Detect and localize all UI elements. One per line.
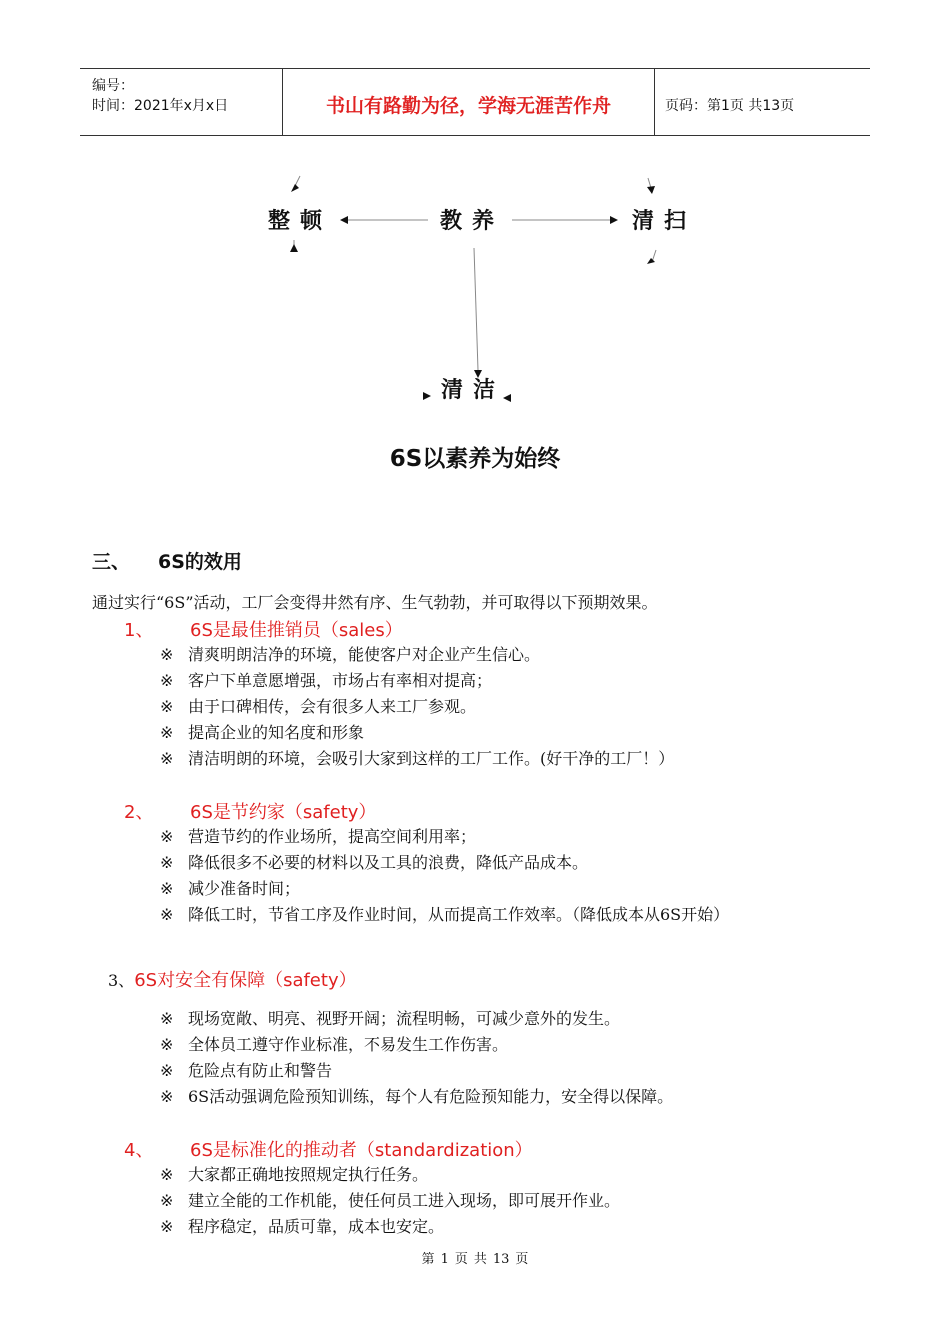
list-item: ※ 程序稳定，品质可靠，成本也安定。 — [160, 1217, 445, 1236]
diagram-title: 6S以素养为始终 — [389, 446, 561, 472]
serial-label: 编号： — [92, 78, 134, 94]
list-item: ※ 清洁明朗的环境，会吸引大家到这样的工厂工作。(好干净的工厂！） — [160, 749, 675, 768]
arrowhead-br — [647, 258, 655, 264]
arrowhead-right — [610, 216, 618, 224]
node-left: 整顿 — [268, 209, 333, 234]
node-center: 教养 — [440, 209, 505, 234]
list-item: ※ 营造节约的作业场所，提高空间利用率； — [160, 827, 477, 846]
list-item: ※ 6S活动强调危险预知训练，每个人有危险预知能力，安全得以保障。 — [160, 1087, 674, 1106]
footer-page-number: 1 — [440, 1252, 449, 1267]
group-4-heading — [124, 1136, 533, 1162]
list-item: ※ 现场宽敞、明亮、视野开阔；流程明畅，可减少意外的发生。 — [160, 1009, 621, 1028]
arrowhead-tr — [647, 186, 655, 194]
list-item: ※ 降低工时，节省工序及作业时间，从而提高工作效率。（降低成本从6S开始） — [160, 905, 730, 924]
group-1-number: 1、 — [124, 620, 154, 641]
section-heading — [92, 547, 242, 574]
group-4-title: 6S是标准化的推动者（standardization） — [190, 1140, 533, 1161]
group-2-heading — [124, 798, 376, 824]
group-1-heading — [124, 616, 403, 642]
node-bottom: 清洁 — [441, 378, 506, 403]
list-item: ※ 大家都正确地按照规定执行任务。 — [160, 1165, 429, 1184]
group-3-heading — [108, 966, 357, 992]
list-item: ※ 危险点有防止和警告 — [160, 1061, 333, 1080]
page-label: 页码：第1页 共13页 — [665, 98, 795, 114]
group-2-number: 2、 — [124, 802, 154, 823]
page-footer: 第 1 页 共 13 页 — [421, 1252, 529, 1267]
arrow-center-bottom-line — [474, 248, 478, 370]
group-2-title: 6S是节约家（safety） — [190, 802, 377, 823]
group-4-number: 4、 — [124, 1140, 154, 1161]
section-number: 三、 — [92, 551, 131, 573]
arrow-tick-tr — [648, 178, 651, 188]
list-item: ※ 减少准备时间； — [160, 879, 301, 898]
list-item: ※ 全体员工遵守作业标准，不易发生工作伤害。 — [160, 1035, 509, 1054]
list-item: ※ 清爽明朗洁净的环境，能使客户对企业产生信心。 — [160, 645, 541, 664]
arrowhead-tl — [291, 184, 299, 192]
list-item: ※ 由于口碑相传，会有很多人来工厂参观。 — [160, 697, 477, 716]
header-motto: 书山有路勤为径，学海无涯苦作舟 — [325, 95, 611, 117]
list-item: ※ 建立全能的工作机能，使任何员工进入现场，即可展开作业。 — [160, 1191, 621, 1210]
arrowhead-left — [340, 216, 348, 224]
arrowhead-bl — [290, 244, 298, 252]
time-label: 时间：2021年x月x日 — [92, 98, 229, 114]
group-3-title: 6S对安全有保障（safety） — [134, 970, 357, 991]
list-item: ※ 降低很多不必要的材料以及工具的浪费，降低产品成本。 — [160, 853, 589, 872]
list-item: ※ 提高企业的知名度和形象 — [160, 723, 365, 742]
node-right: 清扫 — [632, 209, 697, 234]
footer-total-pages: 13 — [492, 1252, 510, 1267]
group-3-number: 3、 — [108, 971, 135, 990]
arrow-tick-tl — [295, 176, 300, 186]
intro-paragraph: 通过实行“6S”活动，工厂会变得井然有序、生气勃勃，并可取得以下预期效果。 — [92, 593, 658, 612]
section-title: 6S的效用 — [158, 551, 242, 573]
list-item: ※ 客户下单意愿增强，市场占有率相对提高； — [160, 671, 493, 690]
group-1-title: 6S是最佳推销员（sales） — [190, 620, 403, 641]
arrowhead-bottom-left — [423, 392, 431, 400]
